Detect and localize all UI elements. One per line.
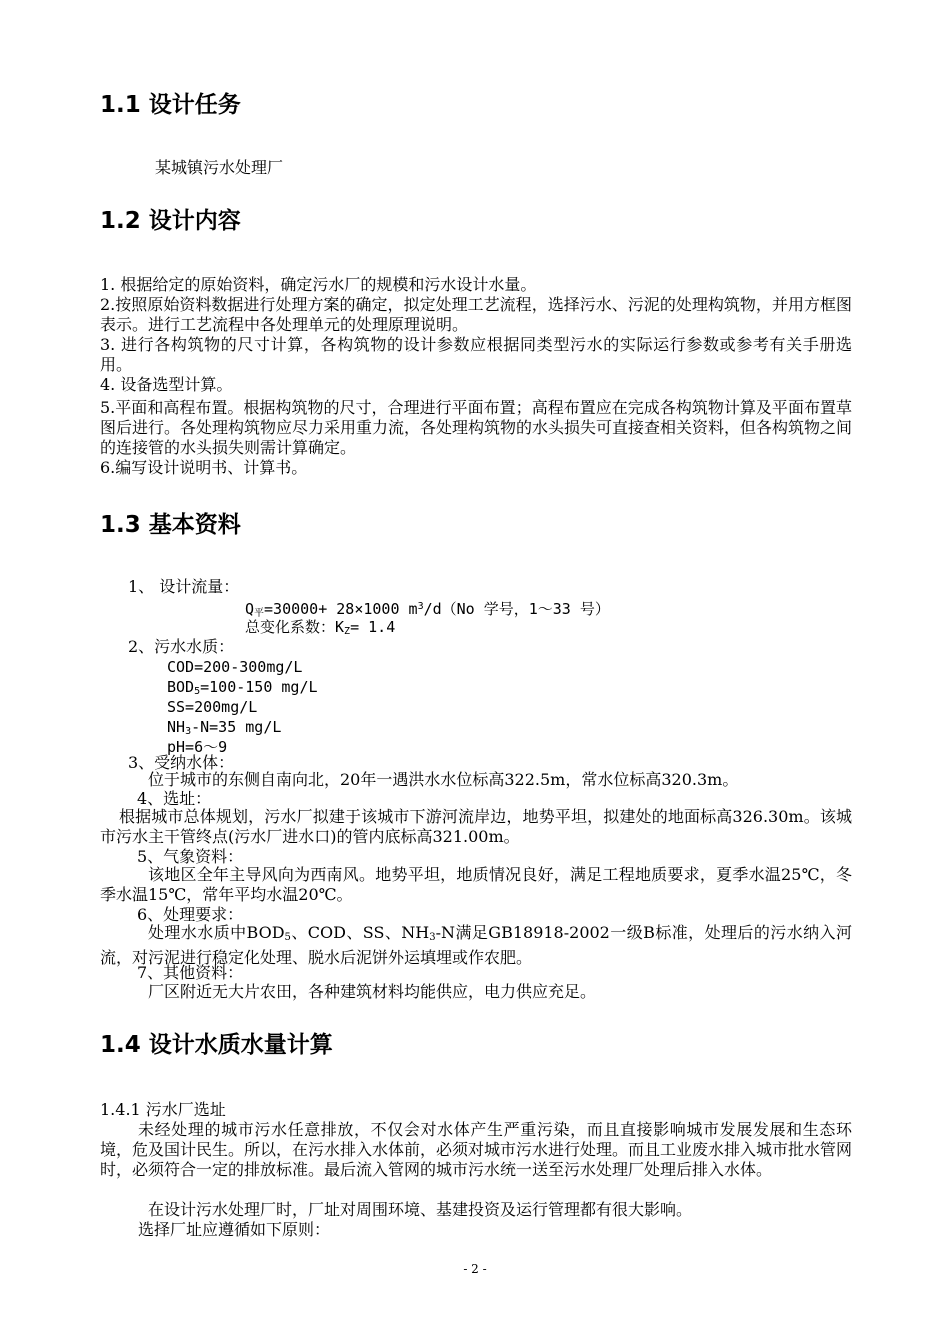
content-item-6: 6.编写设计说明书、计算书。 bbox=[100, 458, 308, 477]
variation-coefficient: 总变化系数：$K_Z= 1.4$ bbox=[245, 618, 396, 637]
other-info-text: 厂区附近无大片农田，各种建筑材料均能供应，电力供应充足。 bbox=[148, 982, 597, 1001]
section-heading-1-1: 1.1 设计任务 bbox=[100, 92, 241, 118]
page-number: - 2 - bbox=[463, 1262, 487, 1276]
other-info-label: 7、其他资料： bbox=[137, 963, 244, 982]
climate-text: 该地区全年主导风向为西南风。地势平坦，地质情况良好，满足工程地质要求，夏季水温25℃，冬季水温15℃，常年平均水温20℃。 bbox=[100, 865, 852, 904]
content-item-4: 4. 设备选型计算。 bbox=[100, 375, 233, 394]
site-selection-paragraph-3: 选择厂址应遵循如下原则： bbox=[138, 1220, 331, 1239]
cod-value: COD=200-300mg/L bbox=[167, 658, 303, 676]
subsection-heading-1-4-1: 1.4.1 污水厂选址 bbox=[100, 1100, 226, 1119]
water-quality-label: 2、污水水质： bbox=[128, 637, 235, 656]
section-heading-1-4: 1.4 设计水质水量计算 bbox=[100, 1032, 333, 1058]
treatment-requirement-text: 处理水水质中$BOD_5$、COD、SS、$NH_3-N$满足GB18918-2002一级B标准，处理后的污水纳入河流，对污泥进行稳定化处理、脱水后泥饼外运填埋或作农肥。 bbox=[100, 923, 852, 967]
site-label: 4、选址： bbox=[137, 789, 212, 808]
content-item-2: 2.按照原始资料数据进行处理方案的确定，拟定处理工艺流程，选择污水、污泥的处理构筑物，并用方框图表示。进行工艺流程中各处理单元的处理原理说明。 bbox=[100, 295, 852, 334]
content-item-5: 5.平面和高程布置。根据构筑物的尺寸，合理进行平面布置；高程布置应在完成各构筑物计算及平面布置草图后进行。各处理构筑物应尽力采用重力流，各处理构筑物的水头损失可直接查相关资料，但各构筑物之间的连接管的水头损失则需计算确定。 bbox=[100, 398, 853, 457]
receiving-water-text: 位于城市的东侧自南向北，20年一遇洪水水位标高322.5m，常水位标高320.3m。 bbox=[148, 770, 739, 789]
content-item-1: 1. 根据给定的原始资料，确定污水厂的规模和污水设计水量。 bbox=[100, 275, 537, 294]
bod-value: $BOD_5=100-150$ mg/L bbox=[167, 678, 318, 697]
content-item-3: 3. 进行各构筑物的尺寸计算，各构筑物的设计参数应根据同类型污水的实际运行参数或参考有关手册选用。 bbox=[100, 335, 852, 374]
site-text: 根据城市总体规划，污水厂拟建于该城市下游河流岸边，地势平坦，拟建处的地面标高326.30m。该城市污水主干管终点(污水厂进水口)的管内底标高321.00m。 bbox=[100, 807, 852, 846]
section-heading-1-2: 1.2 设计内容 bbox=[100, 208, 241, 234]
flow-label: 1、 设计流量： bbox=[128, 577, 240, 596]
nh3-value: $NH_3-N=35$ mg/L bbox=[167, 718, 282, 737]
flow-formula: $Q_平=30000+ 28\times 1000$ $m^3/d(No$ 学号，1～33 号） bbox=[245, 600, 610, 619]
site-selection-paragraph-2: 在设计污水处理厂时，厂址对周围环境、基建投资及运行管理都有很大影响。 bbox=[148, 1200, 693, 1219]
climate-label: 5、气象资料： bbox=[137, 847, 244, 866]
section-heading-1-3: 1.3 基本资料 bbox=[100, 512, 241, 538]
design-task-text: 某城镇污水处理厂 bbox=[155, 158, 284, 177]
treatment-requirement-label: 6、处理要求： bbox=[137, 905, 244, 924]
ph-value: pH=6～9 bbox=[167, 738, 228, 756]
receiving-water-label: 3、受纳水体： bbox=[128, 753, 235, 772]
ss-value: SS=200mg/L bbox=[167, 698, 258, 716]
site-selection-paragraph-1: 未经处理的城市污水任意排放，不仅会对水体产生严重污染，而且直接影响城市发展发展和生态环境，危及国计民生。所以，在污水排入水体前，必须对城市污水进行处理。而且工业废水排入城市批水管网时，必须符合一定的排放标准。最后流入管网的城市污水统一送至污水处理厂处理后排入水体。 bbox=[100, 1120, 853, 1179]
